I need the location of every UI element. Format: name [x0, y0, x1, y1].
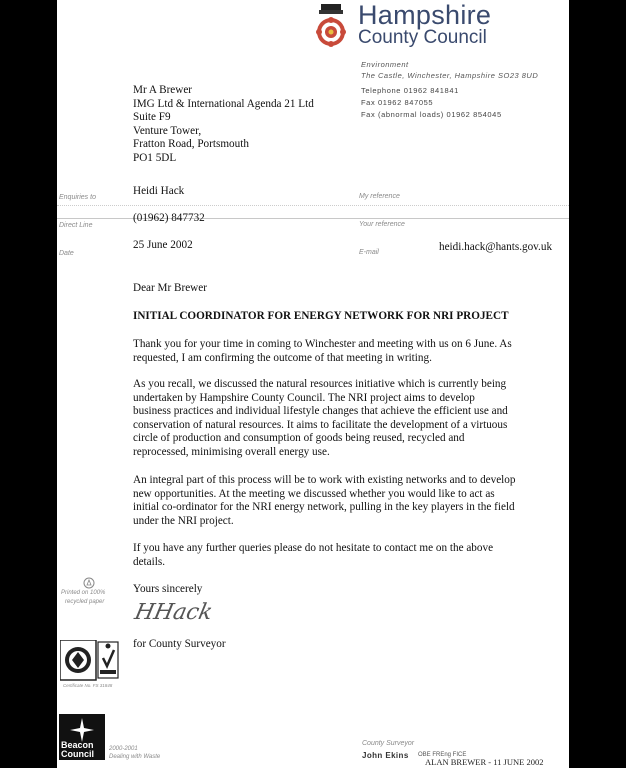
- label-email: E-mail: [359, 249, 379, 256]
- council-name: Hampshire: [358, 0, 492, 30]
- scan-divider: [57, 205, 569, 206]
- paragraph-line: details.: [133, 555, 166, 568]
- closing: Yours sincerely: [133, 583, 203, 595]
- surveyor-honours: OBE FREng FICE: [418, 752, 467, 758]
- salutation: Dear Mr Brewer: [133, 282, 207, 294]
- enquiries-name: Heidi Hack: [133, 185, 185, 197]
- handwritten-note: ALAN BREWER - 11 JUNE 2002: [425, 757, 544, 767]
- recipient-line: Suite F9: [133, 111, 171, 124]
- recycled-text: Printed on 100%: [61, 590, 106, 596]
- recipient-line: Fratton Road, Portsmouth: [133, 138, 249, 151]
- paragraph-line: new opportunities. At the meeting we discussed whether you would like to act as: [133, 487, 495, 500]
- paragraph-line: If you have any further queries please do not hesitate to contact me on the above: [133, 542, 494, 554]
- paragraph-line: undertaken by Hampshire County Council. The NRI project aims to develop: [133, 391, 475, 404]
- beacon-text: Council: [61, 749, 94, 759]
- paragraph-line: reprocessed, minimising overall energy use.: [133, 445, 330, 458]
- recipient-line: IMG Ltd & International Agenda 21 Ltd: [133, 97, 314, 110]
- recipient-line: Venture Tower,: [133, 124, 202, 137]
- paragraph-line: under the NRI project.: [133, 514, 234, 527]
- label-direct-line: Direct Line: [59, 222, 93, 229]
- quality-certification-logo: [60, 640, 120, 682]
- label-enquiries-to: Enquiries to: [59, 194, 96, 201]
- letter-page: [57, 0, 569, 768]
- recycle-icon: [83, 576, 95, 588]
- body-paragraph: [133, 338, 563, 365]
- direct-line-number: (01962) 847732: [133, 212, 205, 224]
- recipient-line: PO1 5DL: [133, 151, 177, 164]
- label-my-reference: My reference: [359, 193, 400, 200]
- surveyor-label: County Surveyor: [362, 740, 415, 747]
- beacon-theme: Dealing with Waste: [109, 754, 161, 760]
- department-address: The Castle, Winchester, Hampshire SO23 8UD: [361, 71, 539, 80]
- paragraph-line: As you recall, we discussed the natural resources initiative which is currently being: [133, 378, 507, 390]
- department-name: Environment: [361, 60, 409, 69]
- department-fax: Fax 01962 847055: [361, 98, 434, 107]
- email-address: heidi.hack@hants.gov.uk: [439, 241, 553, 253]
- paragraph-line: An integral part of this process will be to work with existing networks and to develop: [133, 474, 516, 486]
- department-fax-abnormal: Fax (abnormal loads) 01962 854045: [361, 110, 502, 119]
- recipient-address: [133, 84, 314, 166]
- label-date: Date: [59, 250, 74, 257]
- paragraph-line: conservation of natural resources. It aims to facilitate the development of a virtuous: [133, 418, 508, 431]
- recycled-text: recycled paper: [65, 599, 105, 605]
- paragraph-line: initial co-ordinator for the NRI energy network, pulling in the key players in the field: [133, 501, 515, 514]
- paragraph-line: Thank you for your time in coming to Winchester and meeting with us on 6 June. As: [133, 338, 512, 350]
- surveyor-name: John Ekins: [362, 751, 409, 760]
- paragraph-line: circle of production and consumption of goods being reused, recycled and: [133, 432, 465, 445]
- certificate-number: Certificate No. FS 31848: [63, 683, 113, 688]
- label-your-reference: Your reference: [359, 221, 405, 228]
- signature: HHack: [132, 600, 215, 625]
- paragraph-line: requested, I am confirming the outcome of that meeting in writing.: [133, 351, 432, 364]
- beacon-text: Beacon: [61, 740, 94, 750]
- council-name-subline: County Council: [358, 27, 487, 48]
- department-telephone: Telephone 01962 841841: [361, 86, 459, 95]
- body-paragraph: [133, 474, 563, 528]
- body-paragraph: [133, 542, 563, 569]
- letter-subject: INITIAL COORDINATOR FOR ENERGY NETWORK FOR NRI PROJECT: [133, 310, 509, 322]
- beacon-years: 2000-2001: [109, 746, 138, 752]
- beacon-council-logo: [59, 714, 105, 760]
- recipient-line: Mr A Brewer: [133, 84, 193, 96]
- body-paragraph: [133, 378, 563, 460]
- paragraph-line: business practices and individual lifestyle changes that achieve the efficient use and: [133, 405, 508, 418]
- letter-date: 25 June 2002: [133, 239, 193, 251]
- council-crest-icon: [313, 2, 349, 48]
- signatory: for County Surveyor: [133, 638, 226, 650]
